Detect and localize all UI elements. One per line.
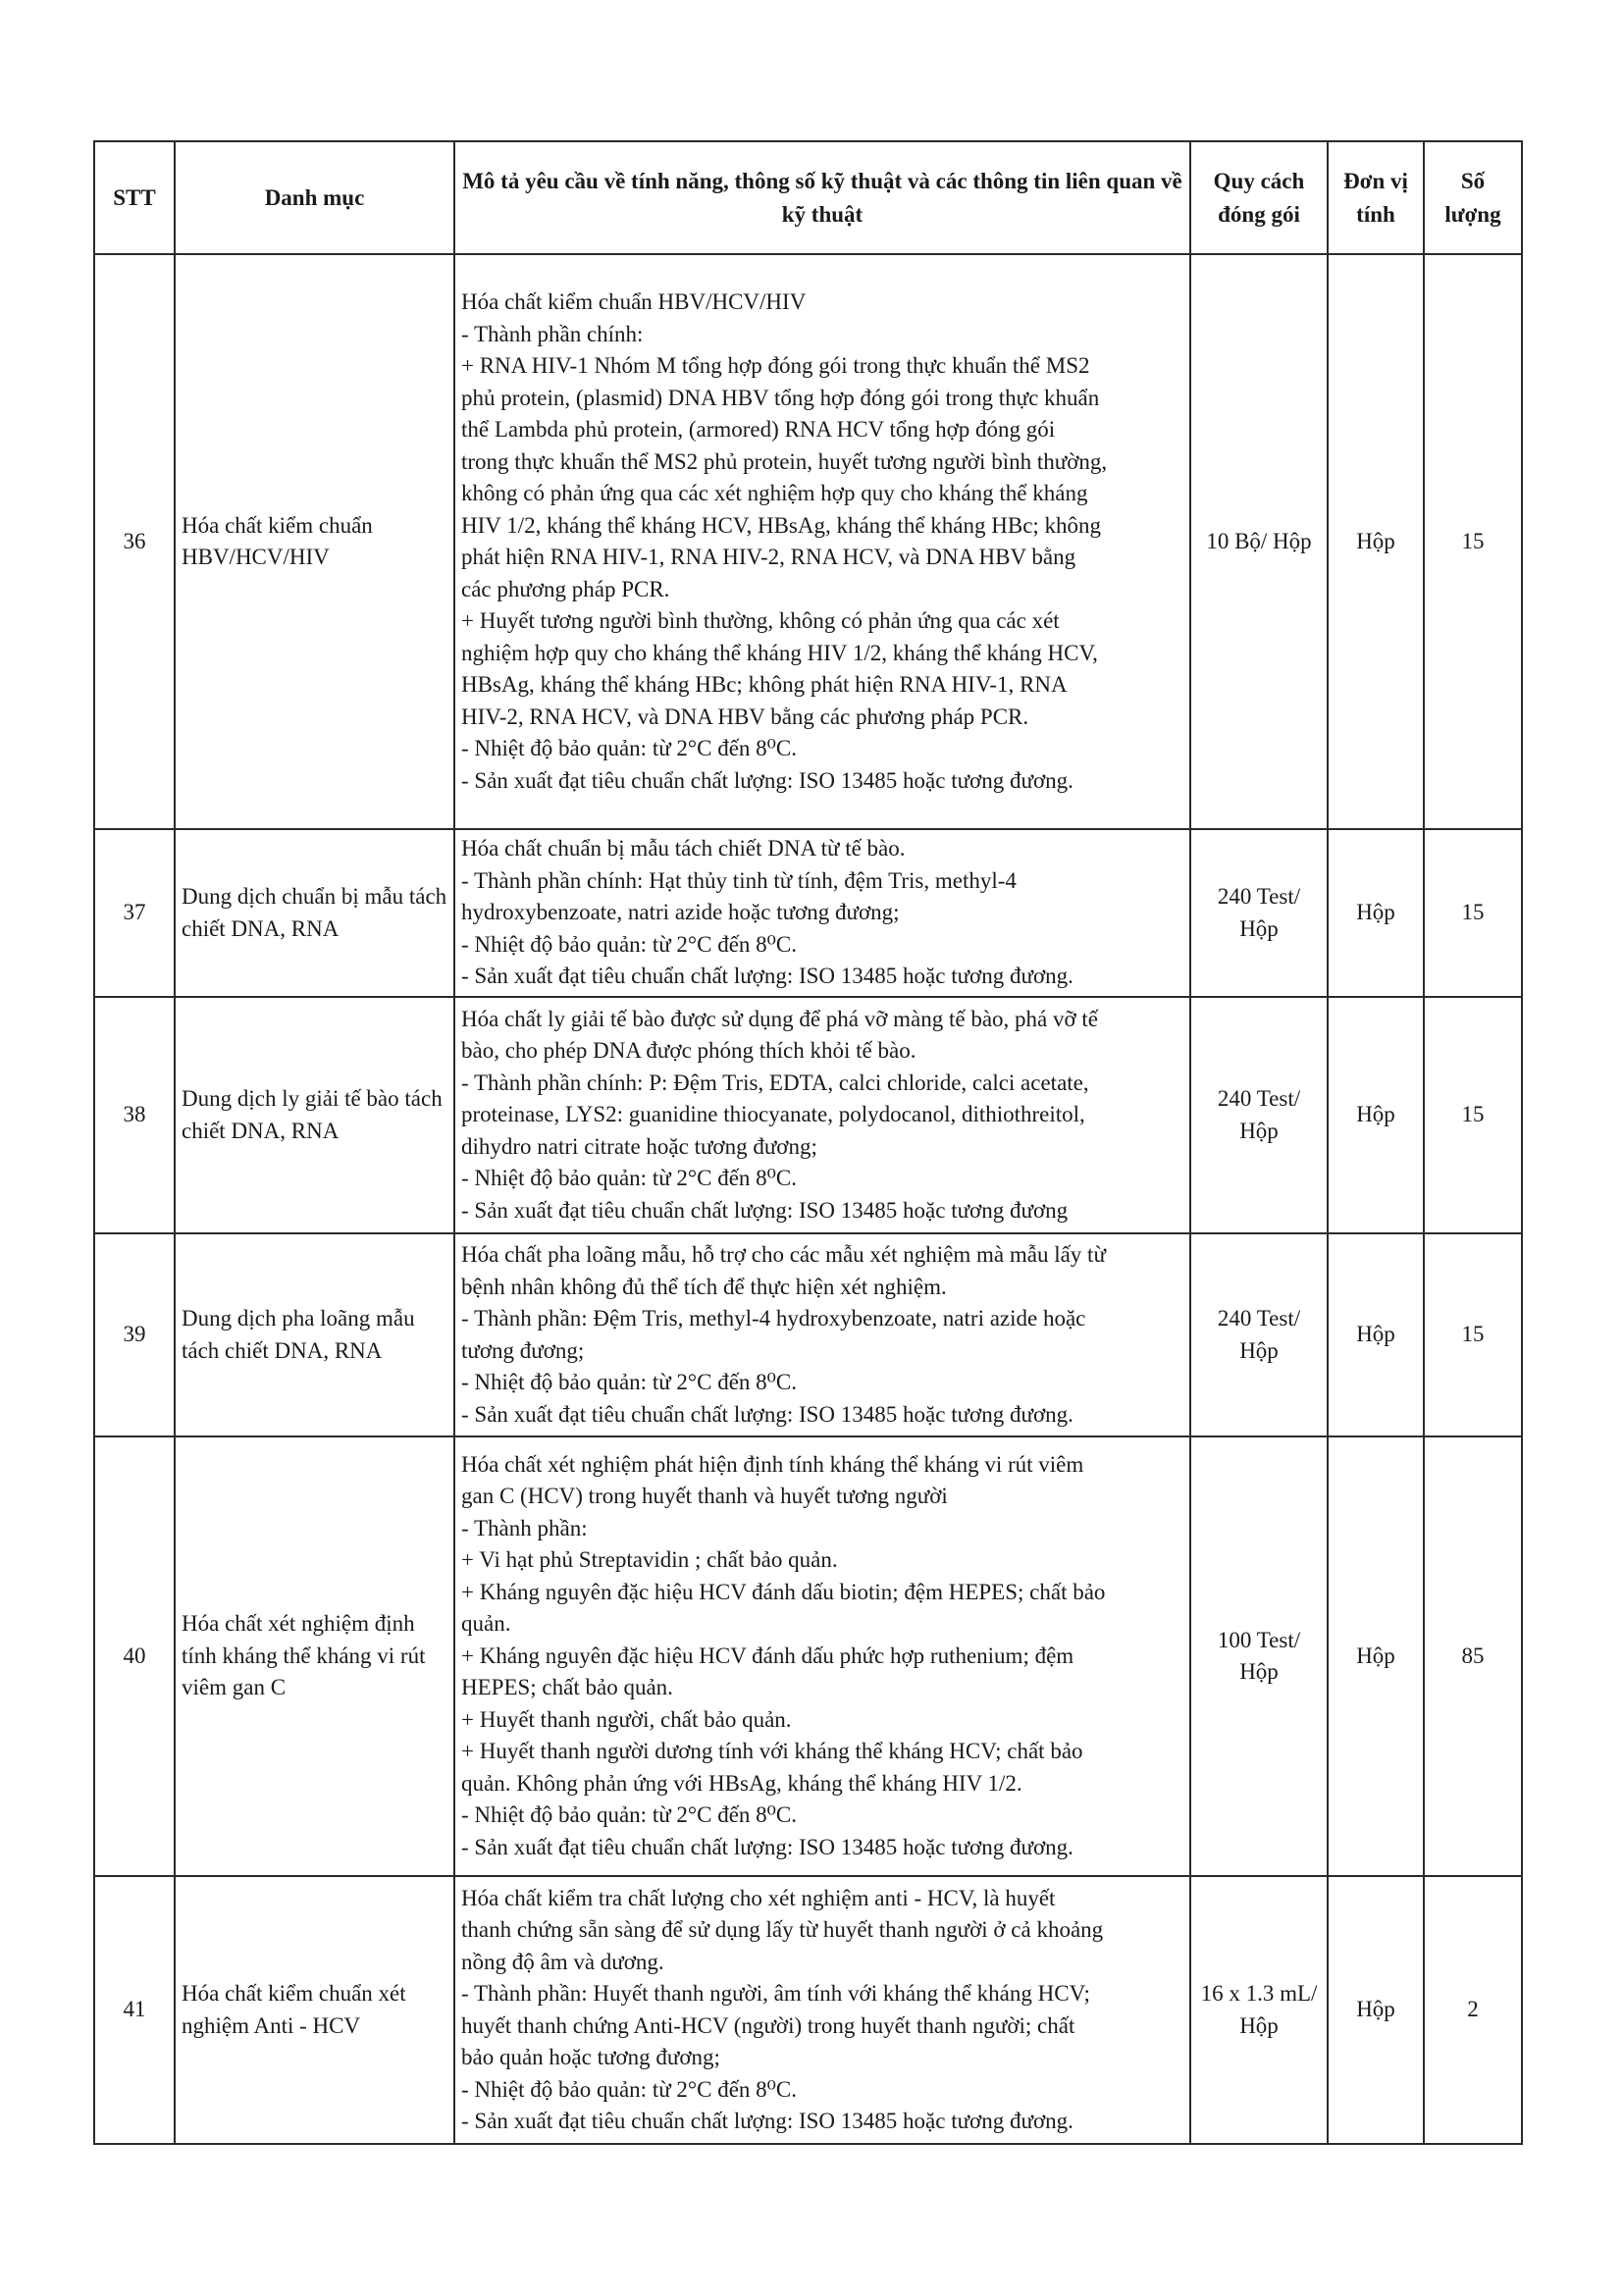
description-line: các phương pháp PCR.	[461, 576, 670, 601]
description-line: - Thành phần: Đệm Tris, methyl-4 hydroxybenzoate, natri azide hoặc	[461, 1306, 1086, 1331]
description-line: quản.	[461, 1611, 511, 1637]
cell-quantity: 85	[1424, 1436, 1522, 1876]
cell-packaging: 240 Test/ Hộp	[1190, 829, 1328, 997]
description-line: Hóa chất kiểm tra chất lượng cho xét nghiệm anti - HCV, là huyết	[461, 1885, 1056, 1910]
description-line: nghiệm hợp quy cho kháng thể kháng HIV 1/2, kháng thể kháng HCV,	[461, 640, 1098, 665]
description-line: HIV 1/2, kháng thể kháng HCV, HBsAg, kháng thể kháng HBc; không	[461, 512, 1102, 538]
description-line: trong thực khuẩn thể MS2 phủ protein, huyết tương người bình thường,	[461, 448, 1108, 474]
table-row	[94, 829, 1522, 997]
cell-description	[454, 829, 1190, 997]
cell-stt: 38	[94, 997, 175, 1233]
description-line: phủ protein, (plasmid) DNA HBV tổng hợp đóng gói trong thực khuẩn	[461, 385, 1100, 410]
cell-category: Dung dịch pha loãng mẫu tách chiết DNA, RNA	[175, 1233, 454, 1436]
description-line: - Thành phần: Huyết thanh người, âm tính với kháng thể kháng HCV;	[461, 1981, 1090, 2006]
cell-description	[454, 1436, 1190, 1876]
description-line: bảo quản hoặc tương đương;	[461, 2045, 720, 2069]
table-body	[94, 254, 1522, 2144]
table-row	[94, 1436, 1522, 1876]
cell-description	[454, 254, 1190, 829]
cell-packaging: 100 Test/ Hộp	[1190, 1436, 1328, 1876]
description-line: quản. Không phản ứng với HBsAg, kháng thể kháng HIV 1/2.	[461, 1770, 1022, 1796]
description-line: proteinase, LYS2: guanidine thiocyanate, polydocanol, dithiothreitol,	[461, 1102, 1085, 1127]
description-line: - Sản xuất đạt tiêu chuẩn chất lượng: ISO 13485 hoặc tương đương.	[461, 767, 1073, 793]
header-unit: Đơn vị tính	[1328, 141, 1424, 254]
cell-quantity: 2	[1424, 1876, 1522, 2144]
cell-stt: 39	[94, 1233, 175, 1436]
header-packaging: Quy cách đóng gói	[1190, 141, 1328, 254]
description-line: Hóa chất pha loãng mẫu, hỗ trợ cho các mẫu xét nghiệm mà mẫu lấy từ	[461, 1242, 1106, 1267]
cell-description	[454, 997, 1190, 1233]
cell-quantity: 15	[1424, 997, 1522, 1233]
cell-quantity: 15	[1424, 1233, 1522, 1436]
description-line: bào, cho phép DNA được phóng thích khỏi tế bào.	[461, 1038, 916, 1064]
cell-category: Hóa chất kiểm chuẩn xét nghiệm Anti - HCV	[175, 1876, 454, 2144]
description-line: + Kháng nguyên đặc hiệu HCV đánh dấu biotin; đệm HEPES; chất bảo	[461, 1579, 1106, 1604]
description-line: + Vi hạt phủ Streptavidin ; chất bảo quản.	[461, 1547, 838, 1573]
description-line: thanh chứng sẵn sàng để sử dụng lấy từ huyết thanh người ở cả khoảng	[461, 1917, 1104, 1942]
description-line: - Nhiệt độ bảo quản: từ 2°C đến 8⁰C.	[461, 931, 797, 957]
cell-packaging: 16 x 1.3 mL/ Hộp	[1190, 1876, 1328, 2144]
cell-description	[454, 1233, 1190, 1436]
cell-category: Hóa chất kiểm chuẩn HBV/HCV/HIV	[175, 254, 454, 829]
description-line: - Nhiệt độ bảo quản: từ 2°C đến 8⁰C.	[461, 1370, 797, 1394]
description-line: Hóa chất ly giải tế bào được sử dụng để phá vỡ màng tế bào, phá vỡ tế	[461, 1006, 1099, 1031]
description-line: - Thành phần chính: Hạt thủy tinh từ tính, đệm Tris, methyl-4	[461, 867, 1017, 893]
description-line: dihydro natri citrate hoặc tương đương;	[461, 1133, 817, 1159]
description-line: HIV-2, RNA HCV, và DNA HBV bằng các phương pháp PCR.	[461, 704, 1029, 729]
cell-stt: 41	[94, 1876, 175, 2144]
cell-packaging: 240 Test/ Hộp	[1190, 997, 1328, 1233]
description-line: - Thành phần:	[461, 1515, 588, 1540]
cell-stt: 36	[94, 254, 175, 829]
description-line: HBsAg, kháng thể kháng HBc; không phát hiện RNA HIV-1, RNA	[461, 672, 1068, 697]
specification-table	[93, 140, 1523, 2145]
table-row	[94, 1233, 1522, 1436]
description-line: tương đương;	[461, 1337, 585, 1363]
description-line: gan C (HCV) trong huyết thanh và huyết tương người	[461, 1484, 948, 1509]
cell-category: Dung dịch ly giải tế bào tách chiết DNA, RNA	[175, 997, 454, 1233]
description-line: - Sản xuất đạt tiêu chuẩn chất lượng: ISO 13485 hoặc tương đương.	[461, 1834, 1073, 1859]
description-line: - Nhiệt độ bảo quản: từ 2°C đến 8⁰C.	[461, 1802, 797, 1828]
description-line: - Sản xuất đạt tiêu chuẩn chất lượng: ISO 13485 hoặc tương đương	[461, 1197, 1069, 1223]
header-description: Mô tả yêu cầu về tính năng, thông số kỹ thuật và các thông tin liên quan về kỹ thuật	[454, 141, 1190, 254]
description-line: - Nhiệt độ bảo quản: từ 2°C đến 8⁰C.	[461, 736, 797, 760]
description-line: HEPES; chất bảo quản.	[461, 1675, 673, 1700]
description-line: - Nhiệt độ bảo quản: từ 2°C đến 8⁰C.	[461, 2076, 797, 2102]
description-line: thể Lambda phủ protein, (armored) RNA HCV tổng hợp đóng gói	[461, 417, 1056, 442]
cell-quantity: 15	[1424, 829, 1522, 997]
description-line: hydroxybenzoate, natri azide hoặc tương đương;	[461, 900, 900, 925]
cell-quantity: 15	[1424, 254, 1522, 829]
cell-unit: Hộp	[1328, 829, 1424, 997]
cell-packaging: 240 Test/ Hộp	[1190, 1233, 1328, 1436]
cell-unit: Hộp	[1328, 1436, 1424, 1876]
cell-unit: Hộp	[1328, 997, 1424, 1233]
description-line: bệnh nhân không đủ thể tích để thực hiện xét nghiệm.	[461, 1274, 947, 1299]
description-line: Hóa chất xét nghiệm phát hiện định tính kháng thể kháng vi rút viêm	[461, 1451, 1084, 1477]
description-line: Hóa chất chuẩn bị mẫu tách chiết DNA từ tế bào.	[461, 836, 906, 861]
cell-stt: 40	[94, 1436, 175, 1876]
description-line: huyết thanh chứng Anti-HCV (người) trong huyết thanh người; chất	[461, 2012, 1075, 2038]
table-row	[94, 254, 1522, 829]
cell-category: Hóa chất xét nghiệm định tính kháng thể kháng vi rút viêm gan C	[175, 1436, 454, 1876]
cell-stt: 37	[94, 829, 175, 997]
description-line: phát hiện RNA HIV-1, RNA HIV-2, RNA HCV, và DNA HBV bằng	[461, 545, 1076, 569]
description-line: + Huyết thanh người dương tính với kháng thể kháng HCV; chất bảo	[461, 1739, 1083, 1764]
cell-unit: Hộp	[1328, 1233, 1424, 1436]
description-line: - Thành phần chính:	[461, 321, 644, 346]
header-category: Danh mục	[175, 141, 454, 254]
cell-unit: Hộp	[1328, 254, 1424, 829]
description-line: không có phản ứng qua các xét nghiệm hợp quy cho kháng thể kháng	[461, 481, 1088, 505]
description-line: nồng độ âm và dương.	[461, 1949, 664, 1974]
description-line: + Kháng nguyên đặc hiệu HCV đánh dấu phức hợp ruthenium; đệm	[461, 1643, 1074, 1668]
description-line: - Sản xuất đạt tiêu chuẩn chất lượng: ISO 13485 hoặc tương đương.	[461, 2109, 1073, 2133]
cell-category: Dung dịch chuẩn bị mẫu tách chiết DNA, RNA	[175, 829, 454, 997]
cell-packaging: 10 Bộ/ Hộp	[1190, 254, 1328, 829]
description-line: - Nhiệt độ bảo quản: từ 2°C đến 8⁰C.	[461, 1166, 797, 1191]
description-line: + Huyết thanh người, chất bảo quản.	[461, 1706, 792, 1732]
description-line: - Thành phần chính: P: Đệm Tris, EDTA, calci chloride, calci acetate,	[461, 1070, 1089, 1095]
description-line: - Sản xuất đạt tiêu chuẩn chất lượng: ISO 13485 hoặc tương đương.	[461, 964, 1073, 989]
description-line: Hóa chất kiểm chuẩn HBV/HCV/HIV	[461, 289, 807, 314]
table-row	[94, 1876, 1522, 2144]
cell-description	[454, 1876, 1190, 2144]
description-line: - Sản xuất đạt tiêu chuẩn chất lượng: ISO 13485 hoặc tương đương.	[461, 1401, 1073, 1427]
table-row	[94, 997, 1522, 1233]
cell-unit: Hộp	[1328, 1876, 1424, 2144]
table-header-row	[94, 141, 1522, 254]
header-quantity: Số lượng	[1424, 141, 1522, 254]
description-line: + RNA HIV-1 Nhóm M tổng hợp đóng gói trong thực khuẩn thể MS2	[461, 353, 1090, 378]
description-line: + Huyết tương người bình thường, không có phản ứng qua các xét	[461, 608, 1060, 633]
header-stt: STT	[94, 141, 175, 254]
